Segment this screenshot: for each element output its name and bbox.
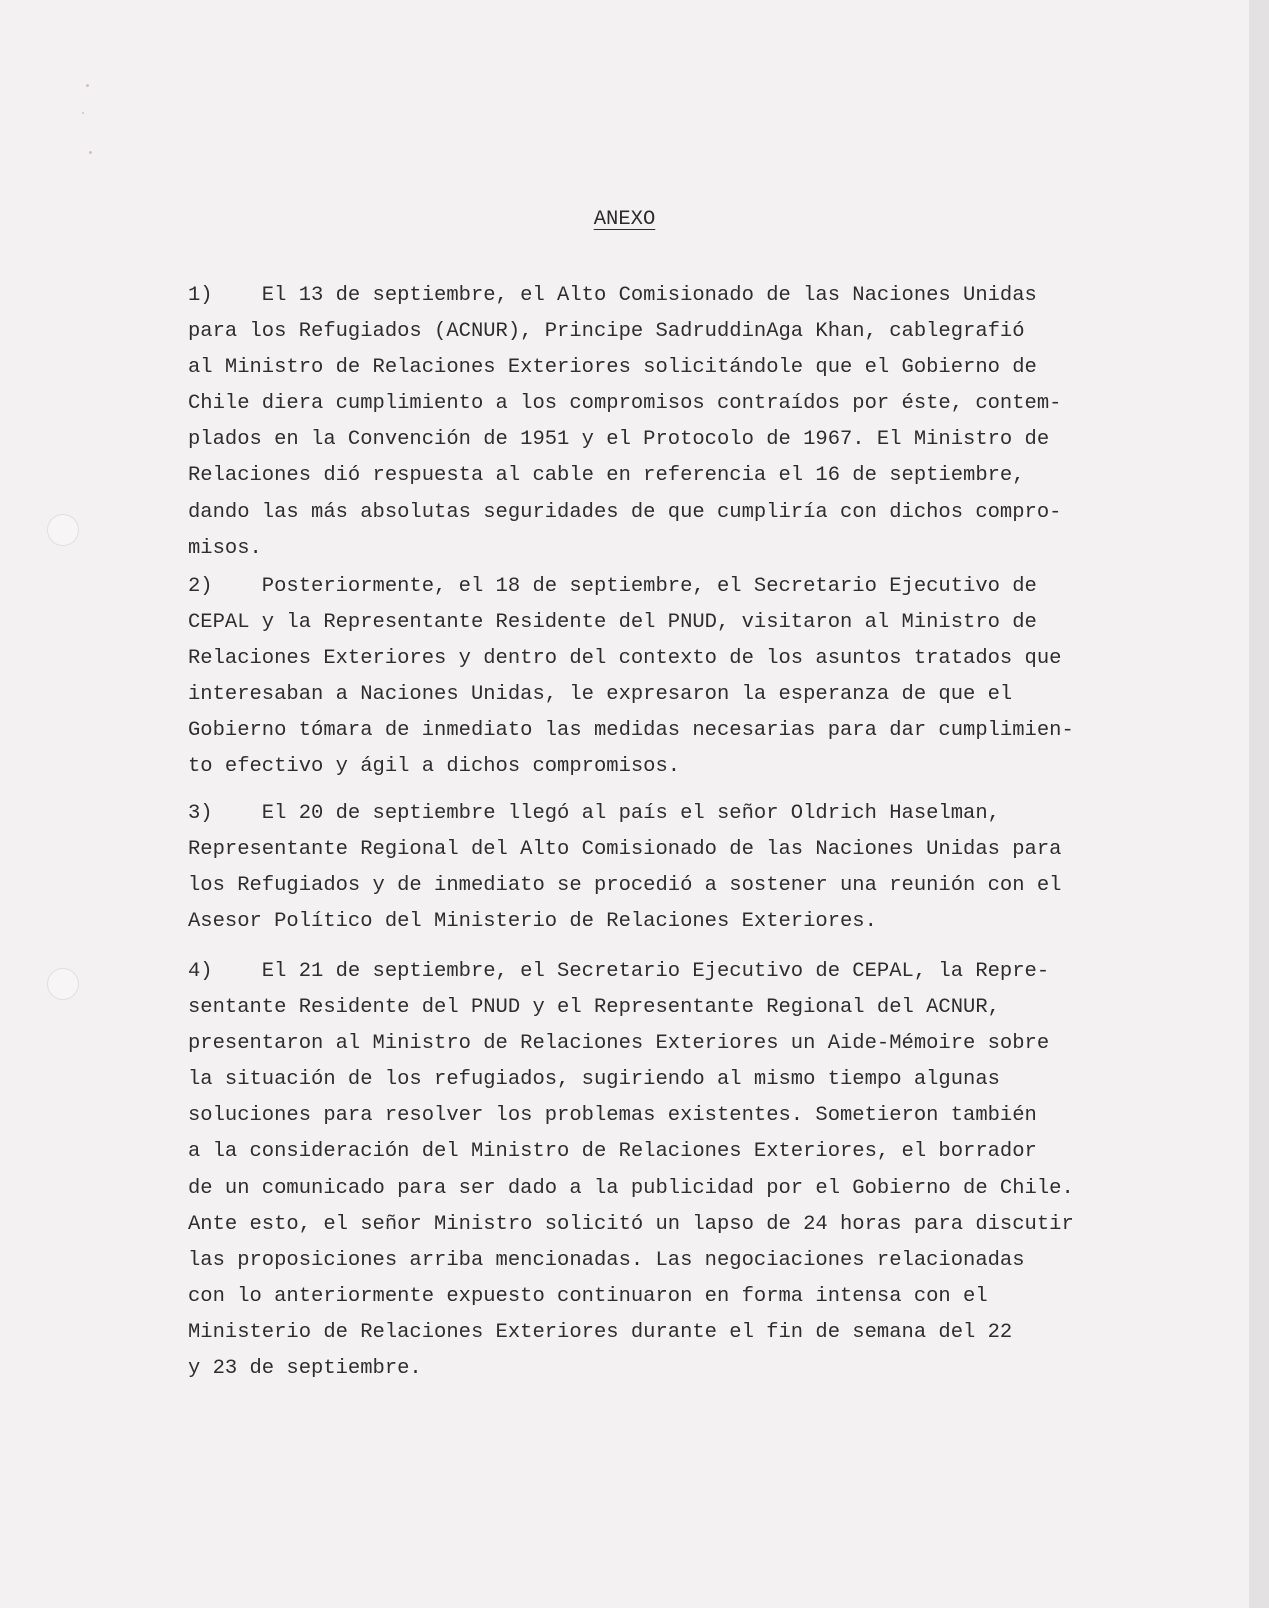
text-line: Representante Regional del Alto Comisionado de las Naciones Unidas para [188, 838, 1062, 862]
text-line: a la consideración del Ministro de Relaciones Exteriores, el borrador [188, 1140, 1037, 1164]
text-line: de un comunicado para ser dado a la publicidad por el Gobierno de Chile. [188, 1176, 1074, 1200]
paragraph-3 [188, 796, 1061, 940]
text-line: con lo anteriormente expuesto continuaron en forma intensa con el [188, 1284, 988, 1308]
text-line: los Refugiados y de inmediato se procedió a sostener una reunión con el [188, 874, 1062, 898]
text-line: Relaciones Exteriores y dentro del contexto de los asuntos tratados que [188, 647, 1062, 671]
paragraph-4 [188, 954, 1074, 1387]
text-line: la situación de los refugiados, sugiriendo al mismo tiempo algunas [188, 1068, 1000, 1092]
punch-hole [47, 968, 79, 1000]
document-title [0, 208, 1249, 231]
text-line: Ante esto, el señor Ministro solicitó un lapso de 24 horas para discutir [188, 1212, 1074, 1236]
paper-speck [82, 112, 84, 114]
text-line: Chile diera cumplimiento a los compromisos contraídos por éste, contem- [188, 392, 1062, 416]
text-line: dando las más absolutas seguridades de que cumpliría con dichos compro- [188, 500, 1062, 524]
text-line: 4) El 21 de septiembre, el Secretario Ejecutivo de CEPAL, la Repre- [188, 960, 1050, 983]
text-line: y 23 de septiembre. [188, 1357, 422, 1381]
text-line: misos. [188, 536, 262, 560]
paragraph-2 [188, 569, 1074, 786]
text-line: 2) Posteriormente, el 18 de septiembre, el Secretario Ejecutivo de [188, 575, 1037, 598]
text-line: Gobierno tómara de inmediato las medidas necesarias para dar cumplimien- [188, 719, 1074, 743]
text-line: interesaban a Naciones Unidas, le expresaron la esperanza de que el [188, 683, 1013, 707]
paragraph-1 [188, 278, 1061, 567]
text-line: sentante Residente del PNUD y el Representante Regional del ACNUR, [188, 996, 1000, 1020]
paper-speck [89, 151, 92, 154]
text-line: al Ministro de Relaciones Exteriores solicitándole que el Gobierno de [188, 356, 1037, 380]
page-edge-shadow [1249, 0, 1269, 1608]
text-line: Asesor Político del Ministerio de Relaciones Exteriores. [188, 910, 877, 934]
paper-speck [86, 84, 89, 87]
text-line: para los Refugiados (ACNUR), Principe SadruddinAga Khan, cablegrafió [188, 320, 1025, 344]
text-line: 3) El 20 de septiembre llegó al país el señor Oldrich Haselman, [188, 802, 1000, 825]
text-line: las proposiciones arriba mencionadas. Las negociaciones relacionadas [188, 1248, 1025, 1272]
punch-hole [47, 514, 79, 546]
text-line: Ministerio de Relaciones Exteriores durante el fin de semana del 22 [188, 1320, 1013, 1344]
text-line: to efectivo y ágil a dichos compromisos. [188, 755, 681, 779]
text-line: plados en la Convención de 1951 y el Protocolo de 1967. El Ministro de [188, 428, 1050, 452]
text-line: soluciones para resolver los problemas existentes. Sometieron también [188, 1104, 1037, 1128]
text-line: CEPAL y la Representante Residente del PNUD, visitaron al Ministro de [188, 611, 1037, 635]
text-line: presentaron al Ministro de Relaciones Exteriores un Aide-Mémoire sobre [188, 1032, 1050, 1056]
text-line: 1) El 13 de septiembre, el Alto Comisionado de las Naciones Unidas [188, 284, 1037, 307]
document-title-text: ANEXO [593, 208, 656, 231]
text-line: Relaciones dió respuesta al cable en referencia el 16 de septiembre, [188, 464, 1025, 488]
